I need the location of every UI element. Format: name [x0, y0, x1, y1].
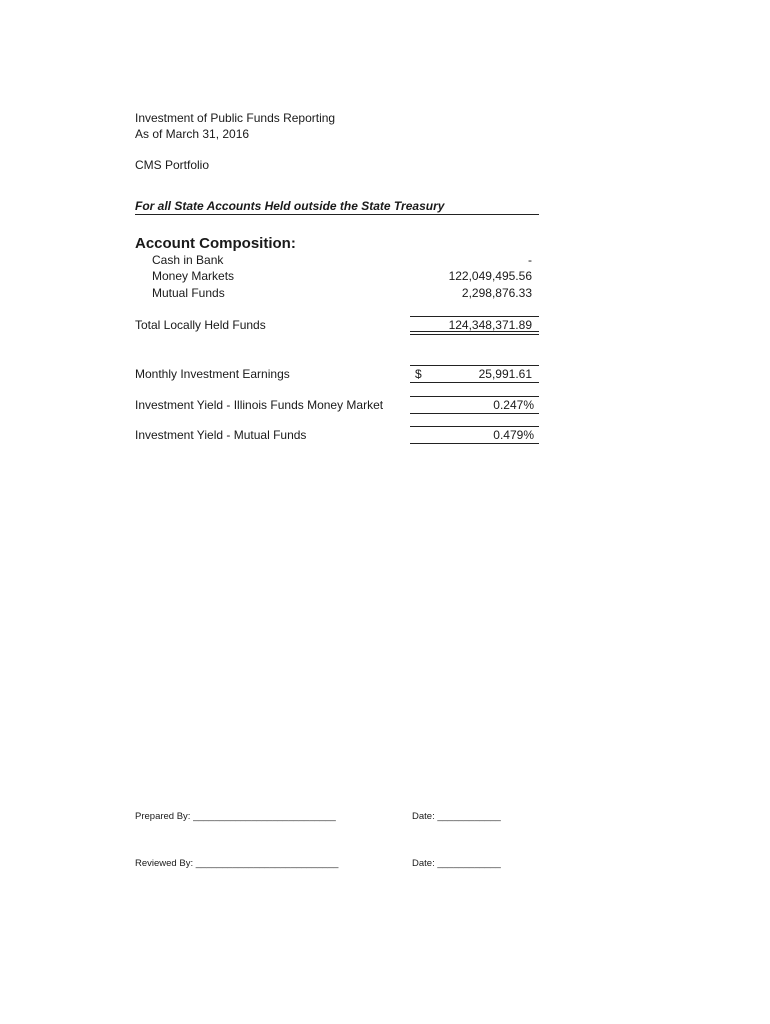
cash-in-bank-label: Cash in Bank: [152, 253, 224, 267]
earnings-value: 25,991.61: [478, 367, 532, 381]
total-double-rule: [410, 331, 539, 335]
section-title: For all State Accounts Held outside the State Treasury: [135, 199, 539, 215]
yield-mutual-funds-label: Investment Yield - Mutual Funds: [135, 428, 307, 442]
prepared-by-line: Prepared By: ___________________________: [135, 811, 336, 822]
yield-mm-bottom-rule: [410, 413, 539, 414]
mutual-funds-label: Mutual Funds: [152, 286, 225, 300]
total-value: 124,348,371.89: [448, 318, 532, 332]
account-composition-heading: Account Composition:: [135, 235, 296, 252]
report-date: As of March 31, 2016: [135, 127, 250, 141]
cash-in-bank-value: -: [528, 253, 532, 267]
yield-money-market-label: Investment Yield - Illinois Funds Money Market: [135, 398, 384, 412]
reviewed-date-line: Date: ____________: [412, 858, 501, 869]
earnings-bottom-rule: [410, 382, 539, 383]
earnings-label: Monthly Investment Earnings: [135, 367, 290, 381]
money-markets-label: Money Markets: [152, 269, 235, 283]
mutual-funds-value: 2,298,876.33: [461, 286, 532, 300]
earnings-currency: $: [415, 367, 422, 381]
money-markets-value: 122,049,495.56: [448, 269, 532, 283]
yield-mf-bottom-rule: [410, 443, 539, 444]
prepared-date-line: Date: ____________: [412, 811, 501, 822]
total-label: Total Locally Held Funds: [135, 318, 266, 332]
total-top-rule: [410, 316, 539, 317]
earnings-top-rule: [410, 365, 539, 366]
yield-mm-top-rule: [410, 396, 539, 397]
yield-mf-top-rule: [410, 426, 539, 427]
yield-money-market-value: 0.247%: [493, 398, 534, 412]
report-title: Investment of Public Funds Reporting: [135, 111, 336, 125]
reviewed-by-line: Reviewed By: ___________________________: [135, 858, 339, 869]
yield-mutual-funds-value: 0.479%: [493, 428, 534, 442]
portfolio-name: CMS Portfolio: [135, 158, 210, 172]
